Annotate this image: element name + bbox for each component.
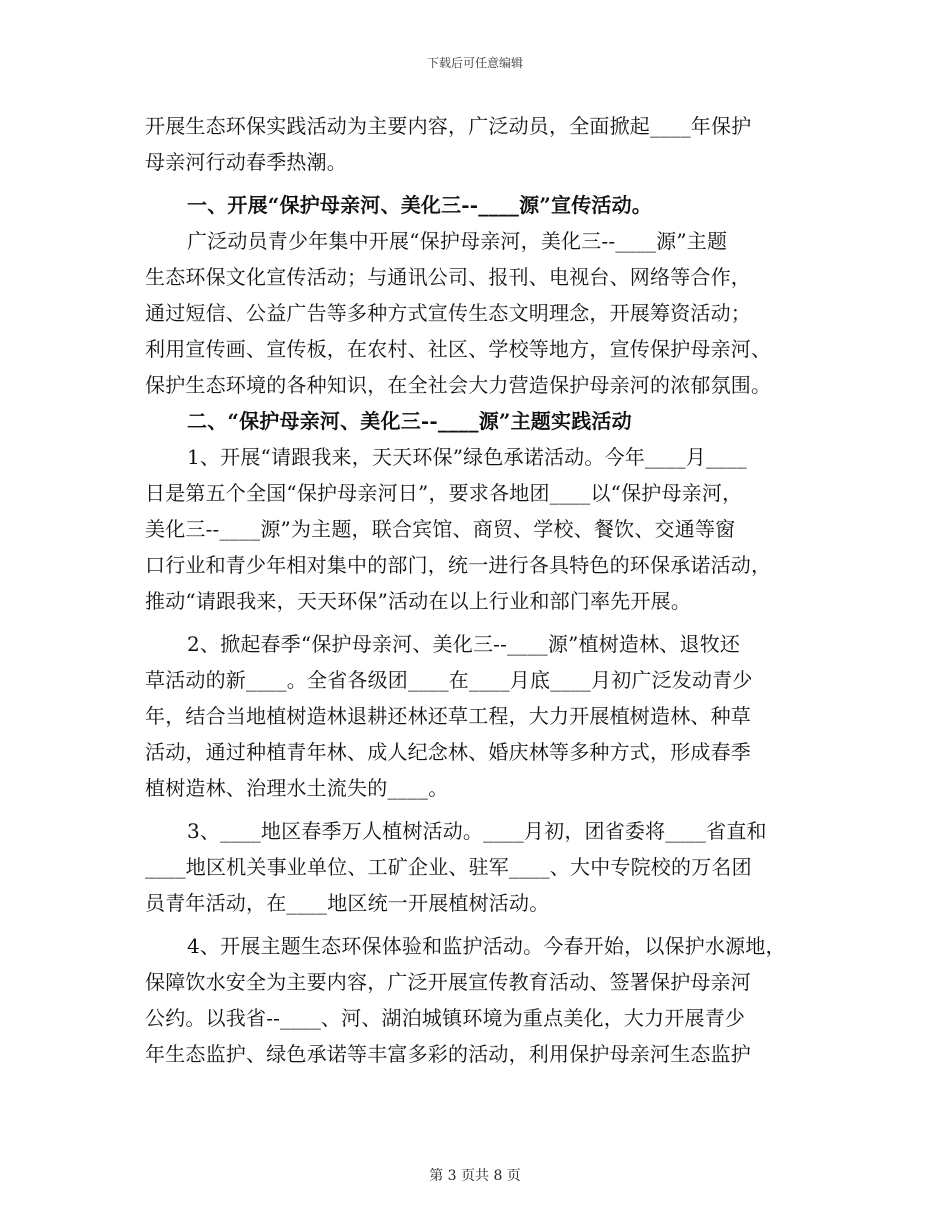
body-line: 母亲河行动春季热潮。 — [145, 150, 347, 174]
body-line: 日是第五个全国“保护母亲河日”，要求各地团____以“保护母亲河， — [145, 481, 743, 505]
section-heading-2: 二、“保护母亲河、美化三--____源”主题实践活动 — [187, 409, 632, 433]
body-line: 4、开展主题生态环保体验和监护活动。今春开始，以保护水源地， — [187, 934, 786, 958]
body-line: 员青年活动，在____地区统一开展植树活动。 — [145, 891, 550, 915]
body-line: 活动，通过种植青年林、成人纪念林、婚庆林等多种方式，形成春季 — [145, 740, 751, 764]
body-line: 通过短信、公益广告等多种方式宣传生态文明理念，开展筹资活动； — [145, 301, 751, 325]
body-line: 美化三--____源”为主题，联合宾馆、商贸、学校、餐饮、交通等窗 — [145, 517, 736, 541]
document-body — [145, 108, 815, 1072]
body-line: 开展生态环保实践活动为主要内容，广泛动员，全面掀起____年保护 — [145, 114, 752, 138]
body-line: 植树造林、治理水土流失的____。 — [145, 776, 449, 800]
body-line: 草活动的新____。全省各级团____在____月底____月初广泛发动青少 — [145, 668, 753, 692]
body-line: 利用宣传画、宣传板，在农村、社区、学校等地方，宣传保护母亲河、 — [145, 337, 772, 361]
body-line: 1、开展“请跟我来，天天环保”绿色承诺活动。今年____月____ — [187, 445, 747, 469]
body-line: 2、掀起春季“保护母亲河、美化三--____源”植树造林、退牧还 — [187, 632, 741, 656]
body-line: 推动“请跟我来，天天环保”活动在以上行业和部门率先开展。 — [145, 589, 692, 613]
body-line: 保护生态环境的各种知识，在全社会大力营造保护母亲河的浓郁氛围。 — [145, 373, 772, 397]
section-heading-1: 一、开展“保护母亲河、美化三--____源”宣传活动。 — [187, 193, 653, 217]
body-line: 保障饮水安全为主要内容，广泛开展宣传教育活动、签署保护母亲河 — [145, 970, 751, 994]
body-line: 3、____地区春季万人植树活动。____月初，团省委将____省直和 — [187, 819, 767, 843]
body-line: 年，结合当地植树造林退耕还林还草工程，大力开展植树造林、种草 — [145, 704, 751, 728]
body-line: 口行业和青少年相对集中的部门，统一进行各具特色的环保承诺活动， — [145, 553, 772, 577]
page-header-note: 下载后可任意编辑 — [426, 56, 523, 70]
body-line: 广泛动员青少年集中开展“保护母亲河，美化三--____源”主题 — [187, 229, 728, 253]
page-footer: 第 3 页共 8 页 — [429, 1168, 521, 1184]
body-line: 生态环保文化宣传活动；与通讯公司、报刊、电视台、网络等合作， — [145, 265, 751, 289]
body-line: ____地区机关事业单位、工矿企业、驻军____、大中专院校的万名团 — [145, 855, 752, 879]
body-line: 年生态监护、绿色承诺等丰富多彩的活动，利用保护母亲河生态监护 — [145, 1042, 751, 1066]
body-line: 公约。以我省--____、河、湖泊城镇环境为重点美化，大力开展青少 — [145, 1006, 746, 1030]
